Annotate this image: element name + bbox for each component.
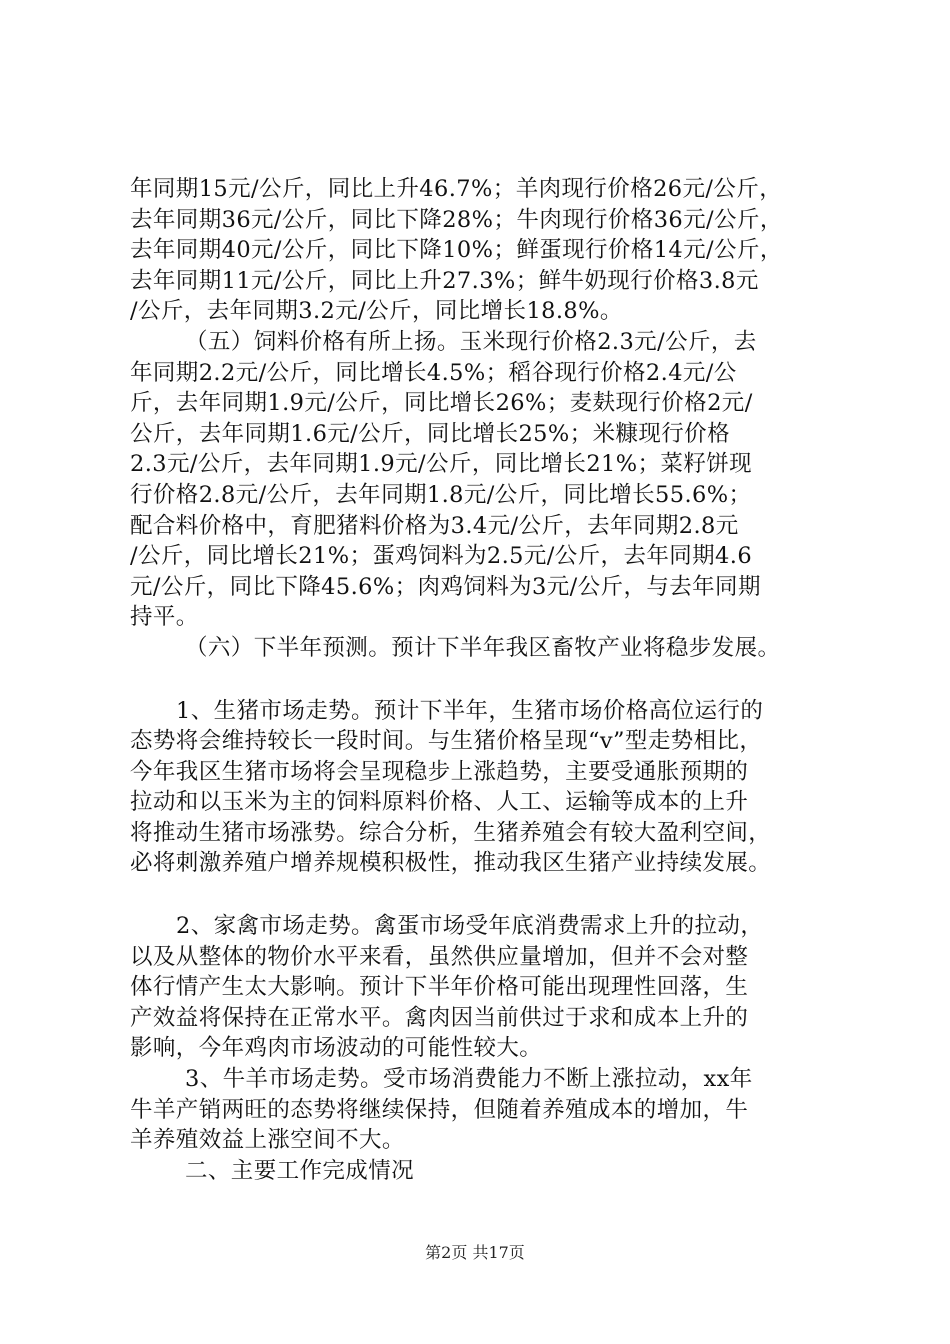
text-line: 去年同期40元/公斤，同比下降10%；鲜蛋现行价格14元/公斤，	[130, 237, 783, 264]
text-line: 持平。	[130, 604, 199, 631]
text-line: 必将刺激养殖户增养规模积极性，推动我区生猪产业持续发展。	[130, 850, 772, 877]
page-number-footer: 第2页 共17页	[425, 1243, 525, 1262]
text-line: 产效益将保持在正常水平。禽肉因当前供过于求和成本上升的	[130, 1004, 749, 1031]
text-line: 去年同期36元/公斤，同比下降28%；牛肉现行价格36元/公斤，	[130, 206, 783, 233]
text-line: 元/公斤，同比下降45.6%；肉鸡饲料为3元/公斤，与去年同期	[130, 573, 761, 600]
text-line: 配合料价格中，育肥猪料价格为3.4元/公斤，去年同期2.8元	[130, 512, 739, 539]
document-body	[130, 174, 845, 1186]
text-line: 态势将会维持较长一段时间。与生猪价格呈现“v”型走势相比，	[130, 728, 763, 755]
text-line: 3、牛羊市场走势。受市场消费能力不断上涨拉动，xx年	[185, 1066, 753, 1093]
text-line: /公斤，去年同期3.2元/公斤，同比增长18.8%。	[130, 298, 623, 325]
text-line: 2、家禽市场走势。禽蛋市场受年底消费需求上升的拉动，	[176, 913, 764, 940]
text-line: 公斤，去年同期1.6元/公斤，同比增长25%；米糠现行价格	[130, 420, 730, 447]
text-line: 羊养殖效益上涨空间不大。	[130, 1127, 405, 1154]
section-heading-line: （六）下半年预测。预计下半年我区畜牧产业将稳步发展。	[185, 634, 781, 661]
text-line: 体行情产生太大影响。预计下半年价格可能出现理性回落，生	[130, 974, 749, 1001]
text-line: 牛羊产销两旺的态势将继续保持，但随着养殖成本的增加，牛	[130, 1096, 749, 1123]
text-line: 年同期15元/公斤，同比上升46.7%；羊肉现行价格26元/公斤，	[130, 176, 783, 202]
section-heading-line: 二、主要工作完成情况	[185, 1157, 415, 1184]
paragraph-gap	[130, 664, 845, 696]
text-line: 今年我区生猪市场将会呈现稳步上涨趋势，主要受通胀预期的	[130, 758, 749, 785]
text-line: 年同期2.2元/公斤，同比增长4.5%；稻谷现行价格2.4元/公	[130, 359, 737, 386]
text-line: 以及从整体的物价水平来看，虽然供应量增加，但并不会对整	[130, 943, 749, 970]
text-line: 拉动和以玉米为主的饲料原料价格、人工、运输等成本的上升	[130, 789, 749, 816]
paragraph-gap	[130, 879, 845, 911]
text-line: 去年同期11元/公斤，同比上升27.3%；鲜牛奶现行价格3.8元	[130, 267, 759, 294]
text-line: 2.3元/公斤，去年同期1.9元/公斤，同比增长21%；菜籽饼现	[130, 451, 753, 478]
text-line: 1、生猪市场走势。预计下半年，生猪市场价格高位运行的	[176, 697, 764, 724]
text-line: 斤，去年同期1.9元/公斤，同比增长26%；麦麸现行价格2元/	[130, 390, 753, 417]
text-line: 将推动生猪市场涨势。综合分析，生猪养殖会有较大盈利空间，	[130, 819, 772, 846]
section-heading-line: （五）饲料价格有所上扬。玉米现行价格2.3元/公斤，去	[185, 328, 757, 355]
text-line: 行价格2.8元/公斤，去年同期1.8元/公斤，同比增长55.6%；	[130, 481, 752, 508]
text-line: /公斤，同比增长21%；蛋鸡饲料为2.5元/公斤，去年同期4.6	[130, 543, 753, 570]
text-line: 影响，今年鸡肉市场波动的可能性较大。	[130, 1035, 543, 1062]
